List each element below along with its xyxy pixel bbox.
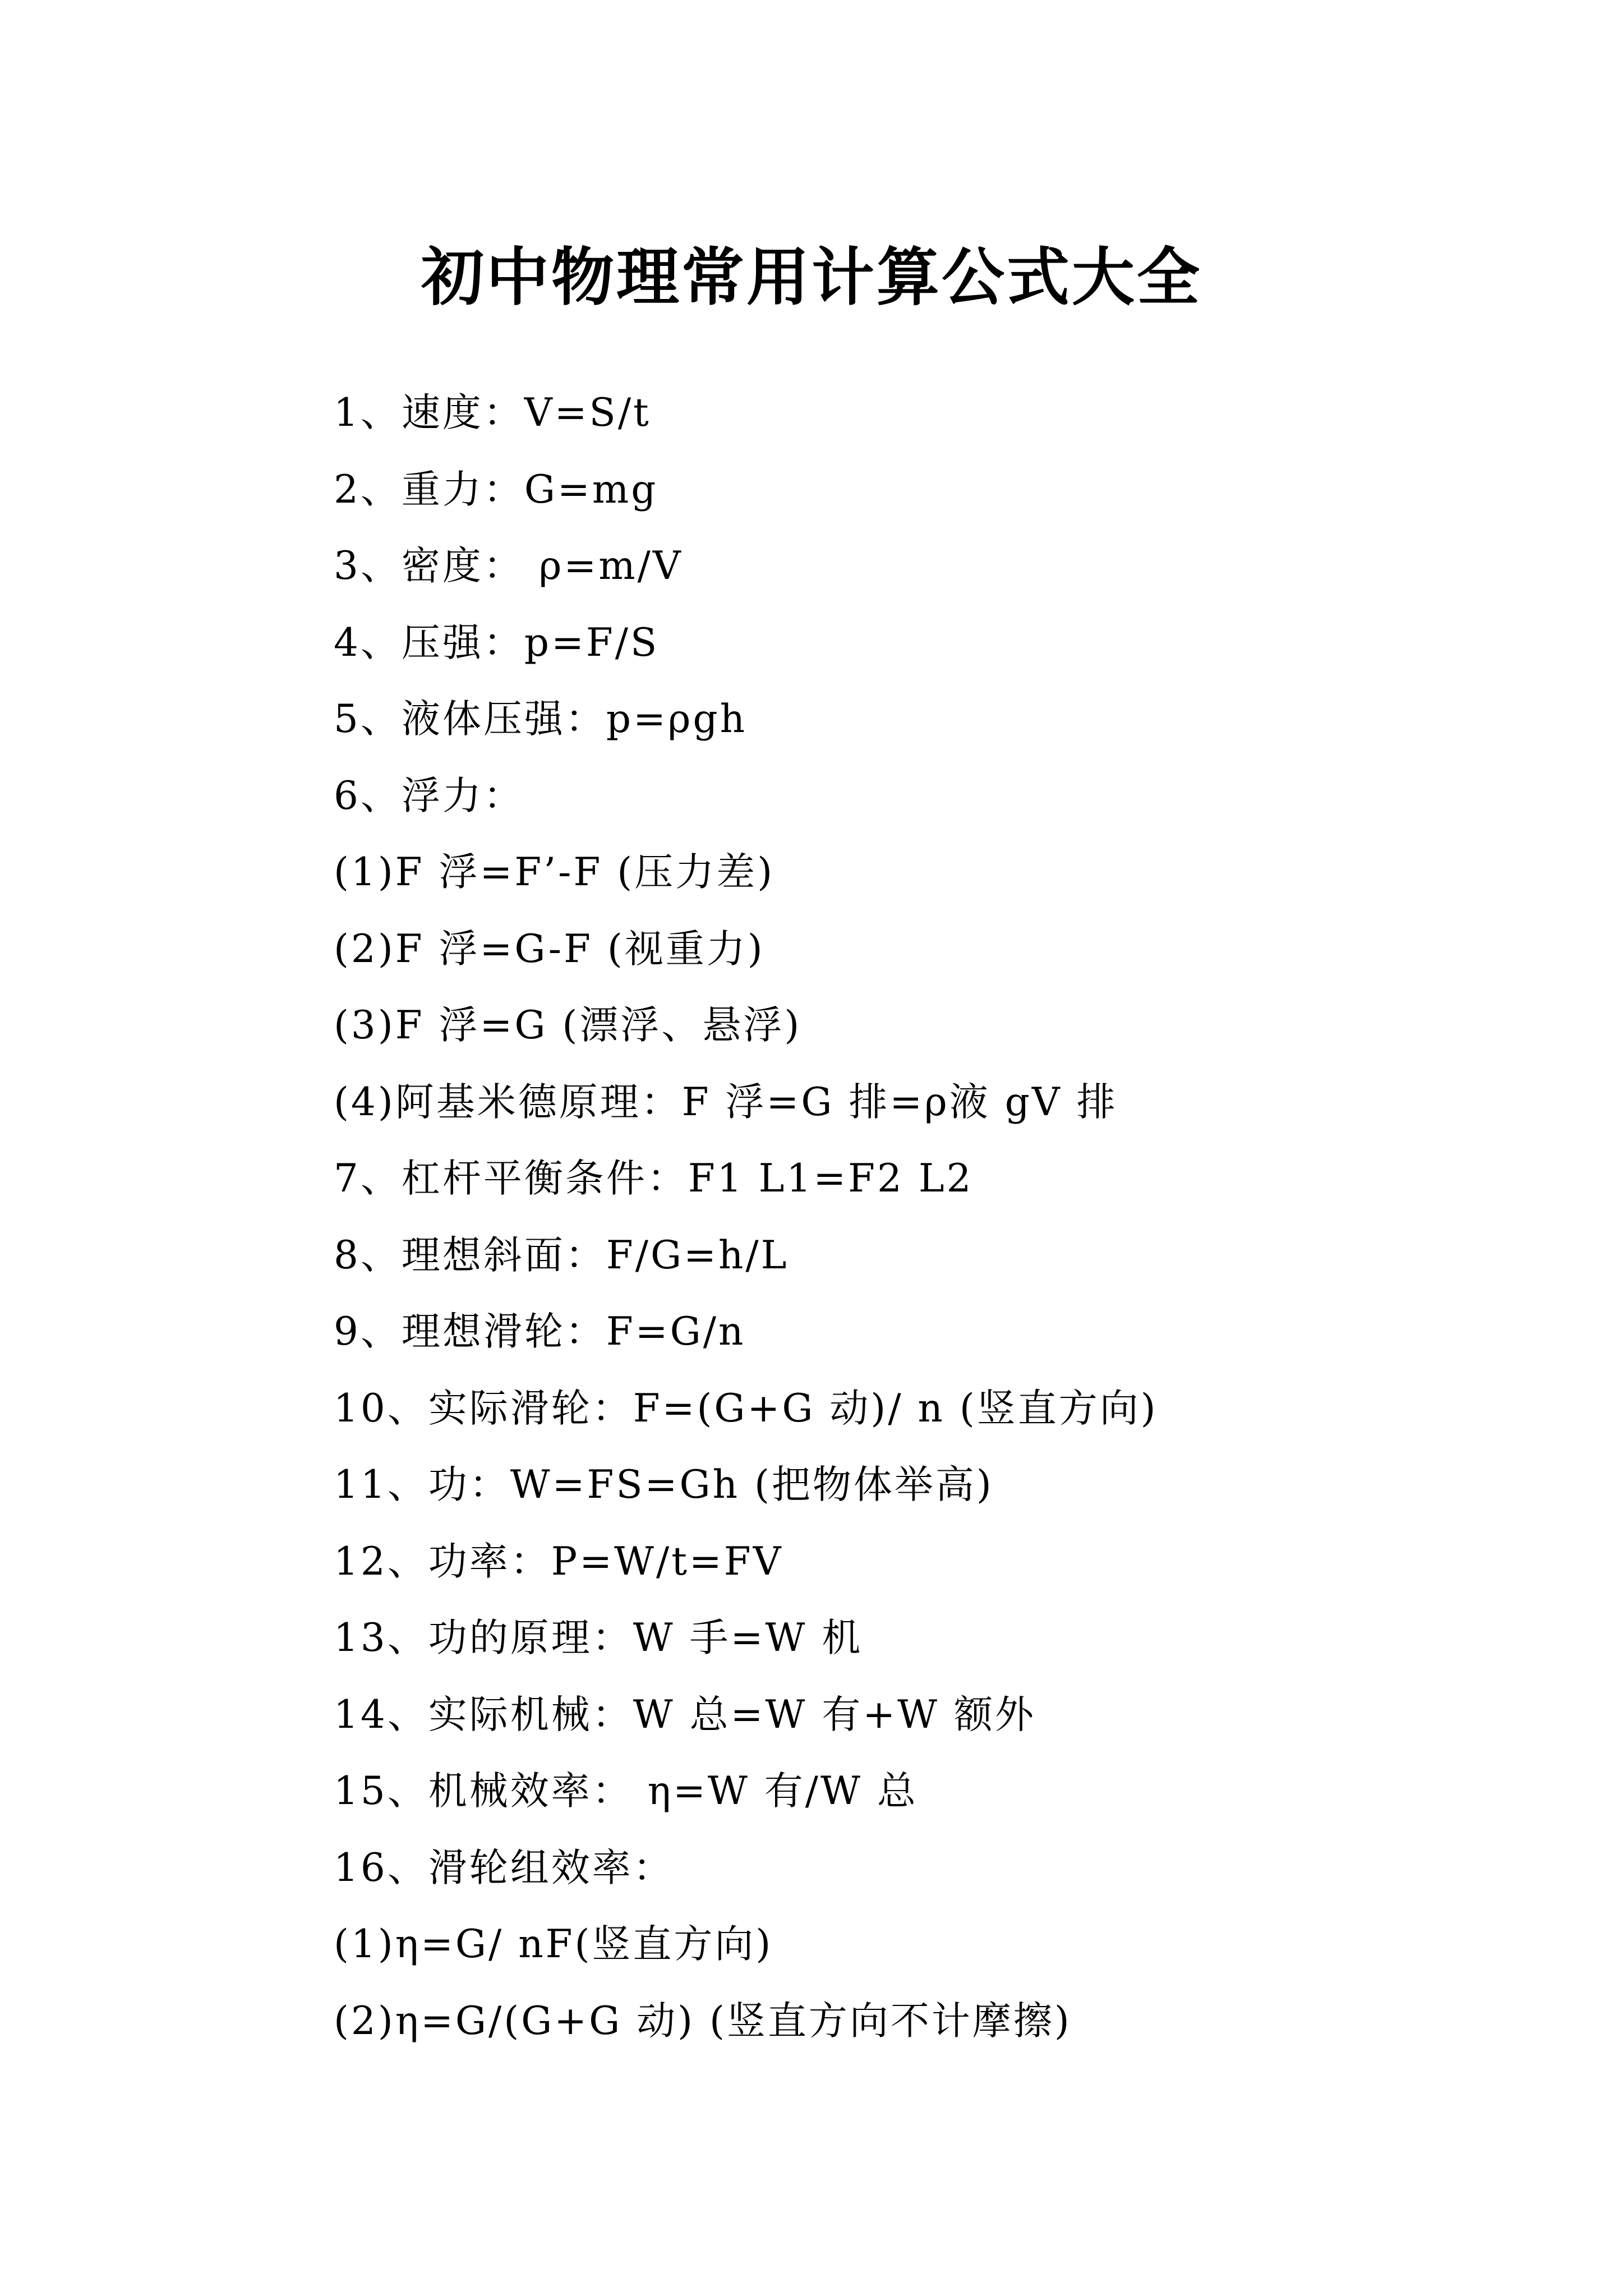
formula-line-9: 9、理想滑轮：F=G/n <box>334 1309 746 1354</box>
formula-line-6-4: (4)阿基米德原理：F 浮=G 排=ρ液 gV 排 <box>334 1079 1118 1125</box>
formula-line-8: 8、理想斜面：F/G=h/L <box>334 1232 789 1278</box>
formula-line-6-1: (1)F 浮=F’-F (压力差) <box>334 850 775 895</box>
formula-line-2: 2、重力：G=mg <box>334 467 658 512</box>
formula-line-13: 13、功的原理：W 手=W 机 <box>334 1616 863 1660</box>
formula-line-6-3: (3)F 浮=G (漂浮、悬浮) <box>334 1003 802 1048</box>
formula-line-16-1: (1)η=G/ nF(竖直方向) <box>334 1922 773 1967</box>
formula-line-16-2: (2)η=G/(G+G 动) (竖直方向不计摩擦) <box>334 1998 1072 2044</box>
formula-line-12: 12、功率：P=W/t=FV <box>334 1539 783 1584</box>
formula-line-14: 14、实际机械：W 总=W 有+W 额外 <box>334 1692 1036 1737</box>
formula-line-15: 15、机械效率： η=W 有/W 总 <box>334 1769 918 1814</box>
page-title: 初中物理常用计算公式大全 <box>421 241 1202 315</box>
formula-line-16: 16、滑轮组效率： <box>334 1845 674 1890</box>
formula-line-3: 3、密度： ρ=m/V <box>334 544 683 588</box>
formula-line-10: 10、实际滑轮：F=(G+G 动)/ n (竖直方向) <box>334 1386 1158 1431</box>
formula-list <box>334 375 1158 2059</box>
formula-line-11: 11、功：W=FS=Gh (把物体举高) <box>334 1462 994 1507</box>
formula-line-5: 5、液体压强：p=ρgh <box>334 697 748 742</box>
formula-line-6-2: (2)F 浮=G-F (视重力) <box>334 926 765 972</box>
formula-line-6: 6、浮力： <box>334 773 524 818</box>
formula-line-4: 4、压强：p=F/S <box>334 620 660 665</box>
formula-line-7: 7、杠杆平衡条件：F1 L1=F2 L2 <box>334 1156 974 1201</box>
formula-line-1: 1、速度：V=S/t <box>334 390 651 435</box>
